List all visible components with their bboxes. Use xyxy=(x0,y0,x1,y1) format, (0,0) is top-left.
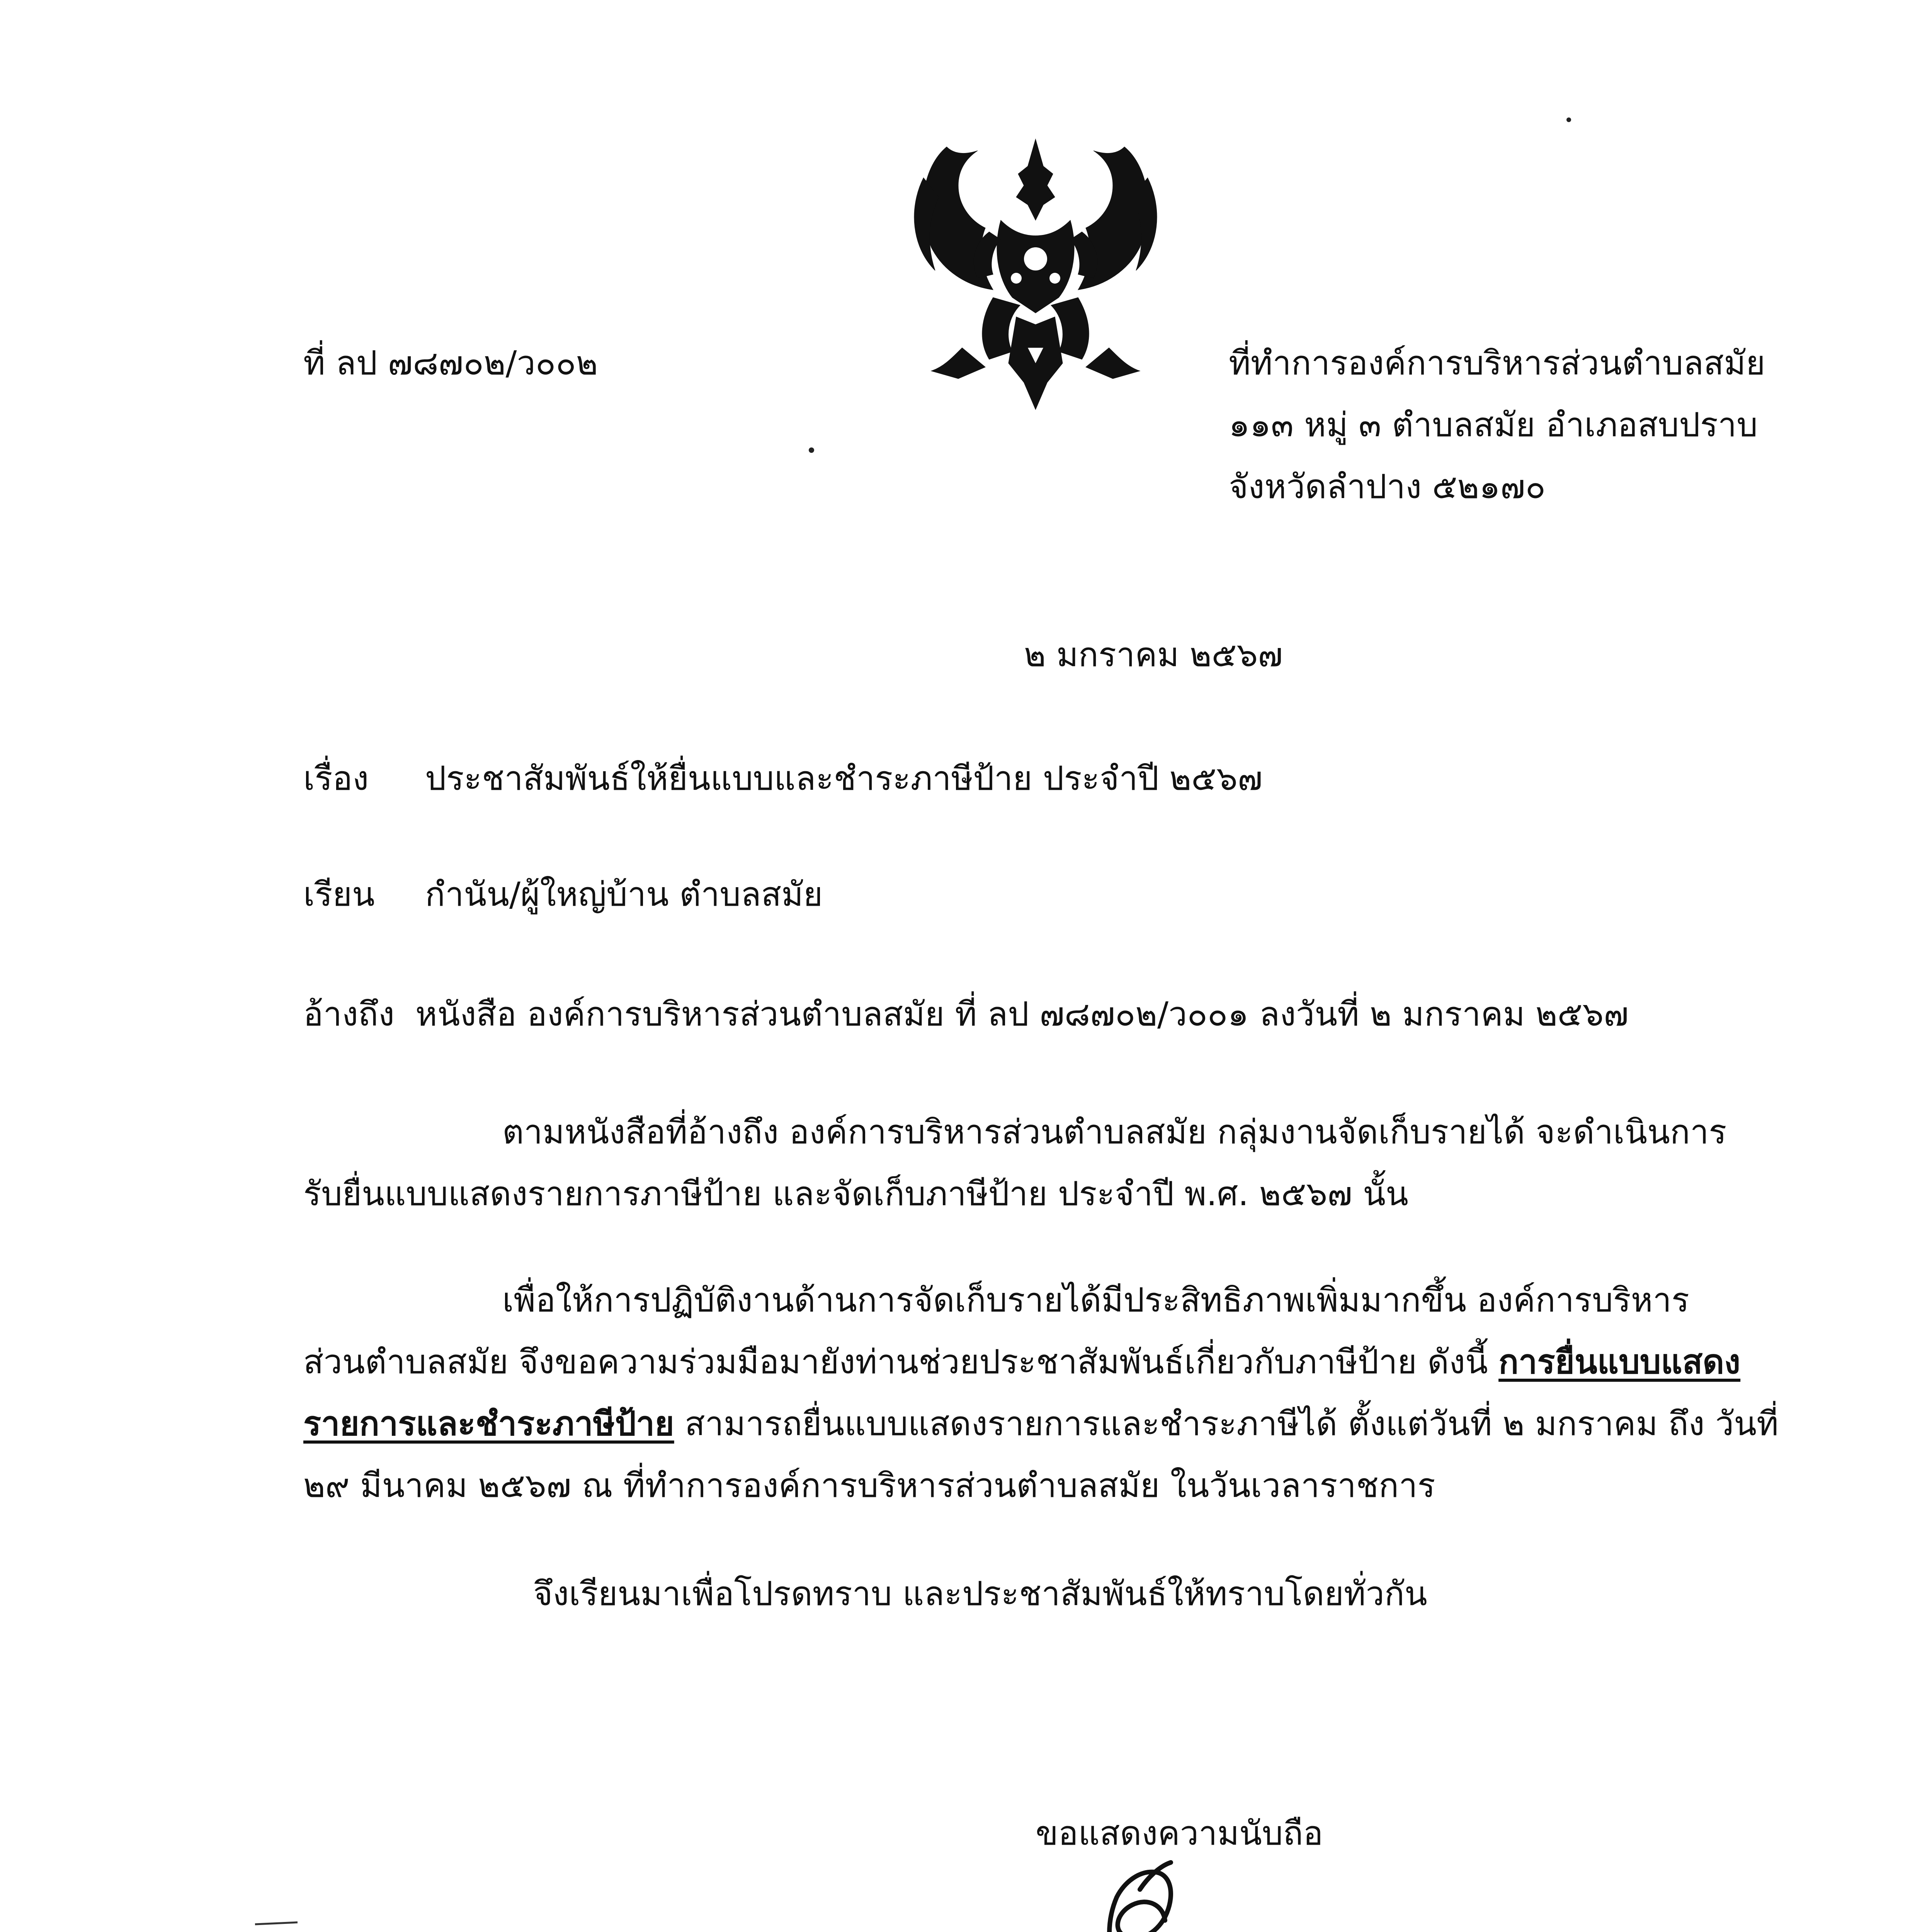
body-para2-line4: ๒๙ มีนาคม ๒๕๖๗ ณ ที่ทำการองค์การบริหารส่วนตำบลสมัย ในวันเวลาราชการ xyxy=(303,1466,1435,1505)
body-para1-line1: ตามหนังสือที่อ้างถึง องค์การบริหารส่วนตำบลสมัย กลุ่มงานจัดเก็บรายได้ จะดำเนินการ xyxy=(502,1113,1727,1151)
document-date: ๒ มกราคม ๒๕๖๗ xyxy=(1024,636,1283,674)
recipient-value: กำนัน/ผู้ใหญ่บ้าน ตำบลสมัย xyxy=(425,875,823,914)
document-reference-number: ที่ ลป ๗๘๗๐๒/ว๐๐๒ xyxy=(303,344,598,383)
subject-value: ประชาสัมพันธ์ให้ยื่นแบบและชำระภาษีป้าย ประจำปี ๒๕๖๗ xyxy=(425,759,1263,798)
body-para2-highlight-start: การยื่นแบบแสดง xyxy=(1498,1343,1741,1381)
body-para2-line3-plain: สามารถยื่นแบบแสดงรายการและชำระภาษีได้ ตั้งแต่วันที่ ๒ มกราคม ถึง วันที่ xyxy=(674,1405,1779,1443)
office-address-line: ๑๑๓ หมู่ ๓ ตำบลสมัย อำเภอสบปราบ xyxy=(1229,406,1758,444)
body-para2-highlight-end: รายการและชำระภาษีป้าย xyxy=(303,1405,674,1443)
subject-label: เรื่อง xyxy=(303,759,369,798)
body-para1-line2: รับยื่นแบบแสดงรายการภาษีป้าย และจัดเก็บภาษีป้าย ประจำปี พ.ศ. ๒๕๖๗ นั้น xyxy=(303,1175,1408,1213)
closing-paragraph: จึงเรียนมาเพื่อโปรดทราบ และประชาสัมพันธ์ให้ทราบโดยทั่วกัน xyxy=(533,1575,1427,1613)
body-para2-line1: เพื่อให้การปฏิบัติงานด้านการจัดเก็บรายได้มีประสิทธิภาพเพิ่มมากขึ้น องค์การบริหาร xyxy=(502,1281,1689,1320)
body-para2-line2-plain: ส่วนตำบลสมัย จึงขอความร่วมมือมายังท่านช่วยประชาสัมพันธ์เกี่ยวกับภาษีป้าย ดังนี้ xyxy=(303,1343,1499,1381)
reference-value: หนังสือ องค์การบริหารส่วนตำบลสมัย ที่ ลป ๗๘๗๐๒/ว๐๐๑ ลงวันที่ ๒ มกราคม ๒๕๖๗ xyxy=(415,995,1629,1034)
office-province-line: จังหวัดลำปาง ๕๒๑๗๐ xyxy=(1229,468,1546,506)
closing-salutation: ขอแสดงความนับถือ xyxy=(1036,1814,1323,1853)
recipient-label: เรียน xyxy=(303,875,375,914)
reference-label: อ้างถึง xyxy=(303,995,395,1034)
office-name-line: ที่ทำการองค์การบริหารส่วนตำบลสมัย xyxy=(1229,344,1765,383)
